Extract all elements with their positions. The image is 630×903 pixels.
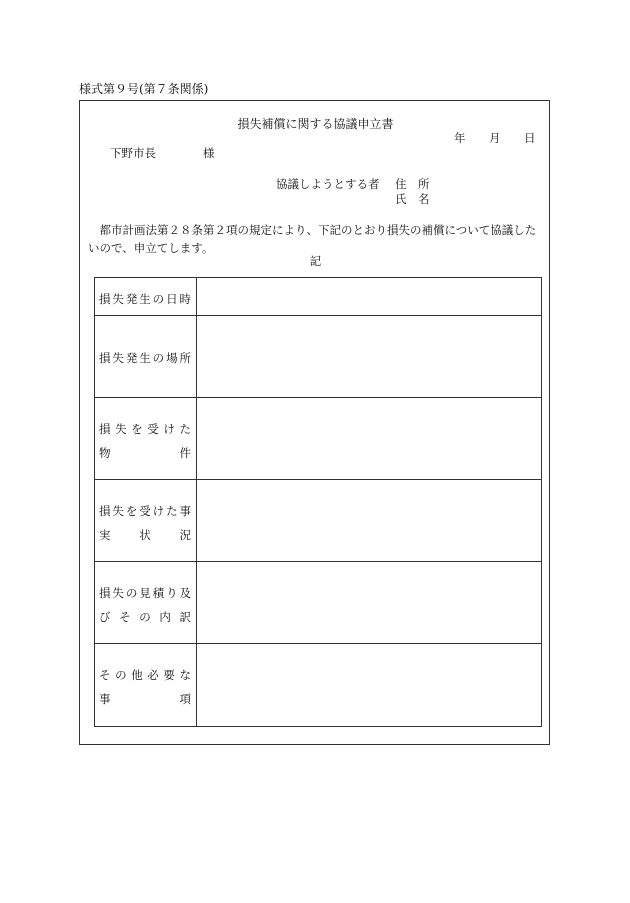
row-label: 損失発生の日時: [99, 292, 191, 306]
row-label-cell: [95, 278, 197, 315]
addressee-name: 下野市長: [110, 146, 156, 160]
table-row: [95, 562, 541, 644]
row-label-cell: [95, 480, 197, 561]
table-row: [95, 480, 541, 562]
row-value-cell[interactable]: [197, 644, 541, 726]
date-year: 年: [454, 131, 466, 145]
row-label-line2: 物件: [99, 446, 191, 460]
row-label: 損失を受けた: [99, 422, 191, 436]
date-month: 月: [489, 131, 501, 145]
row-label-line2: びその内訳: [99, 610, 191, 624]
applicant-role: 協議しようとする者: [276, 177, 380, 191]
form-title: 損失補償に関する協議申立書: [237, 117, 394, 131]
row-label-line2: 実状況: [99, 528, 191, 542]
row-label-line2: 事項: [99, 692, 191, 706]
applicant-name-label: 氏 名: [395, 192, 430, 206]
body-text: 都市計画法第２８条第２項の規定により、下記のとおり損失の補償について協議したいので、申立てします。: [88, 223, 537, 255]
table-row: [95, 644, 541, 726]
form-number: 様式第９号(第７条関係): [79, 82, 209, 96]
row-label: 損失を受けた事: [99, 504, 191, 518]
date-day: 日: [524, 131, 536, 145]
row-value-cell[interactable]: [197, 562, 541, 643]
row-label-cell: [95, 316, 197, 397]
row-label: その他必要な: [99, 668, 191, 682]
addressee-honorific: 様: [203, 146, 215, 160]
row-value-cell[interactable]: [197, 480, 541, 561]
table-row: [95, 398, 541, 480]
row-label: 損失の見積り及: [99, 586, 191, 600]
row-label: 損失発生の場所: [99, 351, 191, 365]
table-row: [95, 278, 541, 316]
row-label-cell: [95, 562, 197, 643]
row-value-cell[interactable]: [197, 398, 541, 479]
row-label-cell: [95, 398, 197, 479]
row-value-cell[interactable]: [197, 316, 541, 397]
row-value-cell[interactable]: [197, 278, 541, 315]
table-row: [95, 316, 541, 398]
form-frame: [79, 100, 550, 745]
row-label-cell: [95, 644, 197, 726]
ki-label: 記: [309, 254, 322, 268]
details-table: [94, 277, 542, 727]
applicant-address-label: 住 所: [395, 177, 430, 191]
